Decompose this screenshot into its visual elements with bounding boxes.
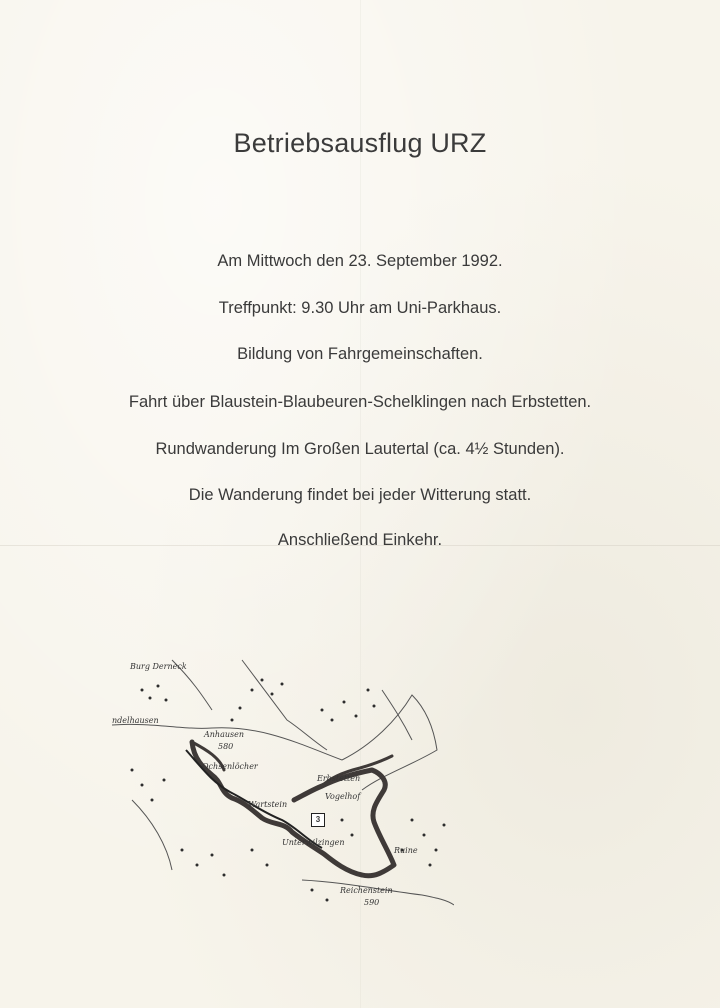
tree-mark (367, 689, 370, 692)
hike-line: Rundwanderung Im Großen Lautertal (ca. 4½ Stunden). (155, 440, 565, 458)
map-label-ruine: Ruine (394, 846, 418, 855)
carpool-line: Bildung von Fahrgemeinschaften. (237, 345, 483, 363)
tree-mark (311, 889, 314, 892)
tree-mark (151, 799, 154, 802)
map-label-anhausen: Anhausen (204, 730, 244, 739)
meeting-point-line: Treffpunkt: 9.30 Uhr am Uni-Parkhaus. (218, 299, 502, 317)
tree-mark (331, 719, 334, 722)
map-label-reichenstein: Reichenstein (340, 886, 393, 895)
tree-mark (343, 701, 346, 704)
tree-mark (196, 864, 199, 867)
map-road (382, 690, 412, 740)
map-label-ochsenloecher: Ochsenlöcher (202, 762, 258, 771)
route-number-badge: 3 (311, 813, 325, 827)
tree-mark (429, 864, 432, 867)
map-label-erbstetten: Erbstetten (317, 774, 361, 783)
map-drawing (112, 650, 454, 920)
map-road (242, 660, 327, 750)
tree-mark (435, 849, 438, 852)
tree-mark (443, 824, 446, 827)
tree-mark (163, 779, 166, 782)
tree-mark (131, 769, 134, 772)
date-line: Am Mittwoch den 23. September 1992. (217, 252, 503, 270)
map-label-unterwilzingen: Unterwilzingen (282, 838, 345, 847)
hiking-map (112, 650, 454, 920)
tree-mark (181, 849, 184, 852)
tree-mark (251, 849, 254, 852)
tree-mark (141, 689, 144, 692)
route-line: Fahrt über Blaustein-Blaubeuren-Schelklingen nach Erbstetten. (128, 393, 592, 411)
tree-mark (223, 874, 226, 877)
tree-mark (165, 699, 168, 702)
closing-line: Anschließend Einkehr. (277, 531, 443, 549)
tree-mark (251, 689, 254, 692)
map-label-burg-derneck: Burg Derneck (130, 662, 187, 671)
tree-mark (231, 719, 234, 722)
tree-mark (281, 683, 284, 686)
map-label-indelhausen: ndelhausen (112, 716, 159, 725)
tree-mark (211, 854, 214, 857)
tree-mark (326, 899, 329, 902)
weather-line: Die Wanderung findet bei jeder Witterung statt. (188, 486, 532, 504)
tree-mark (351, 834, 354, 837)
document-title: Betriebsausflug URZ (233, 128, 487, 158)
tree-mark (239, 707, 242, 710)
tree-mark (423, 834, 426, 837)
tree-mark (373, 705, 376, 708)
tree-mark (261, 679, 264, 682)
tree-mark (271, 693, 274, 696)
tree-mark (157, 685, 160, 688)
tree-mark (411, 819, 414, 822)
tree-mark (341, 819, 344, 822)
tree-mark (266, 864, 269, 867)
map-road (132, 800, 172, 870)
tree-mark (141, 784, 144, 787)
tree-mark (321, 709, 324, 712)
map-label-wartstein: Wartstein (248, 800, 288, 809)
map-label-anhausen-height: 580 (218, 742, 234, 751)
tree-mark (355, 715, 358, 718)
map-label-reichenstein-height: 590 (364, 898, 380, 907)
tree-mark (149, 697, 152, 700)
map-label-vogelhof: Vogelhof (325, 792, 361, 801)
